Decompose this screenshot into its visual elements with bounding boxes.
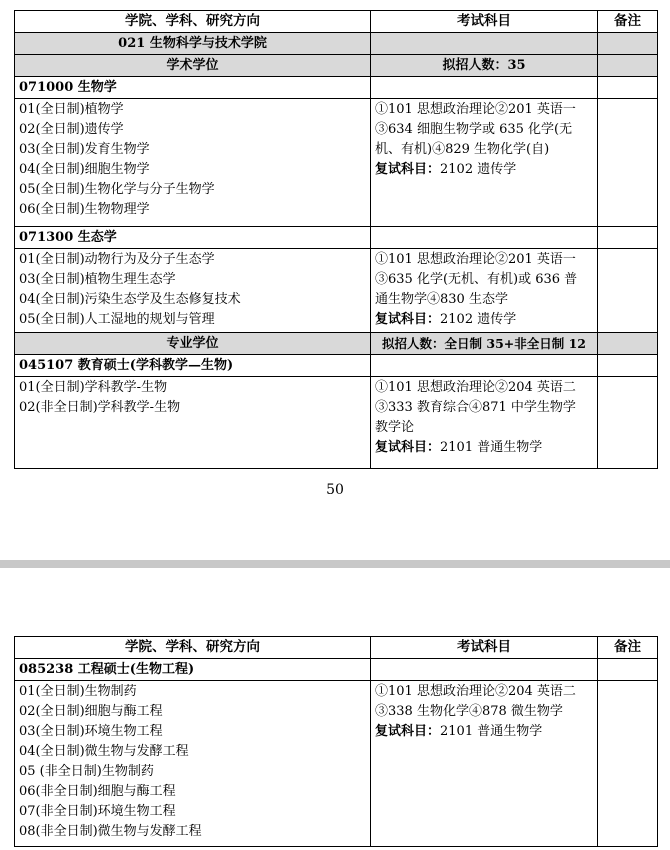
direction-list <box>15 681 371 847</box>
direction-item: 05(全日制)人工湿地的规划与管理 <box>19 312 215 327</box>
exam-line: ③338 生物化学④878 微生物学 <box>375 704 563 719</box>
exam-line: ①101 思想政治理论②204 英语二 <box>375 684 576 699</box>
retest-value: 2102 遗传学 <box>440 312 517 327</box>
table-header-row <box>15 637 658 659</box>
exam-line: ③634 细胞生物学或 635 化学(无 <box>375 122 573 137</box>
direction-item: 05 (非全日制)生物制药 <box>19 764 154 779</box>
major-detail-row <box>15 99 658 227</box>
direction-item: 05(全日制)生物化学与分子生物学 <box>19 182 215 197</box>
header-direction: 学院、学科、研究方向 <box>15 11 371 33</box>
major-title-row <box>15 77 658 99</box>
retest-value: 2101 普通生物学 <box>440 440 543 455</box>
major-title: 045107 教育硕士(学科教学—生物) <box>15 355 371 377</box>
exam-line: 机、有机)④829 生物化学(自) <box>375 142 550 157</box>
retest-value: 2102 遗传学 <box>440 162 517 177</box>
retest-line <box>375 438 593 458</box>
notes-cell <box>598 681 658 847</box>
retest-label: 复试科目： <box>375 440 441 455</box>
exam-line: ①101 思想政治理论②204 英语二 <box>375 380 576 395</box>
direction-item: 01(全日制)植物学 <box>19 102 124 117</box>
direction-item: 04(全日制)污染生态学及生态修复技术 <box>19 292 241 307</box>
professional-degree-row <box>15 333 658 355</box>
admissions-table-page-1 <box>14 10 658 469</box>
direction-item: 04(全日制)微生物与发酵工程 <box>19 744 189 759</box>
header-notes: 备注 <box>598 11 658 33</box>
direction-item: 01(全日制)学科教学-生物 <box>19 380 168 395</box>
direction-list <box>15 377 371 469</box>
academic-degree-label: 学术学位 <box>15 55 371 77</box>
direction-item: 02(全日制)细胞与酶工程 <box>19 704 163 719</box>
exam-subjects <box>371 99 598 227</box>
academic-quota: 拟招人数：35 <box>371 55 598 77</box>
direction-item: 06(全日制)生物物理学 <box>19 202 150 217</box>
retest-line <box>375 310 593 330</box>
exam-subjects <box>371 377 598 469</box>
exam-subjects <box>371 681 598 847</box>
major-title-row <box>15 227 658 249</box>
table-header-row <box>15 11 658 33</box>
exam-line: 教学论 <box>375 420 415 435</box>
header-exam: 考试科目 <box>371 11 598 33</box>
academic-degree-row <box>15 55 658 77</box>
notes-cell <box>598 377 658 469</box>
direction-item: 03(全日制)环境生物工程 <box>19 724 163 739</box>
retest-label: 复试科目： <box>375 162 441 177</box>
direction-item: 02(非全日制)学科教学-生物 <box>19 400 181 415</box>
major-title-row <box>15 355 658 377</box>
exam-line: ①101 思想政治理论②201 英语一 <box>375 252 576 267</box>
major-detail-row <box>15 681 658 847</box>
retest-label: 复试科目： <box>375 724 441 739</box>
professional-quota: 拟招人数：全日制 35+非全日制 12 <box>371 333 598 355</box>
major-title: 071000 生物学 <box>15 77 371 99</box>
notes-cell <box>598 99 658 227</box>
direction-item: 07(非全日制)环境生物工程 <box>19 804 176 819</box>
header-notes: 备注 <box>598 637 658 659</box>
exam-subjects <box>371 249 598 333</box>
major-detail-row <box>15 249 658 333</box>
major-title-row <box>15 659 658 681</box>
direction-item: 01(全日制)生物制药 <box>19 684 137 699</box>
college-row <box>15 33 658 55</box>
major-title: 085238 工程硕士(生物工程) <box>15 659 371 681</box>
direction-item: 01(全日制)动物行为及分子生态学 <box>19 252 215 267</box>
direction-item: 08(非全日制)微生物与发酵工程 <box>19 824 202 839</box>
direction-list <box>15 249 371 333</box>
college-name: 021 生物科学与技术学院 <box>15 33 371 55</box>
exam-line: 通生物学④830 生态学 <box>375 292 508 307</box>
header-direction: 学院、学科、研究方向 <box>15 637 371 659</box>
exam-line: ③333 教育综合④871 中学生物学 <box>375 400 576 415</box>
direction-item: 03(全日制)发育生物学 <box>19 142 150 157</box>
direction-item: 02(全日制)遗传学 <box>19 122 124 137</box>
page-divider <box>0 560 670 568</box>
retest-label: 复试科目： <box>375 312 441 327</box>
header-exam: 考试科目 <box>371 637 598 659</box>
admissions-table-page-2 <box>14 636 658 847</box>
direction-item: 04(全日制)细胞生物学 <box>19 162 150 177</box>
retest-value: 2101 普通生物学 <box>440 724 543 739</box>
retest-line <box>375 722 593 742</box>
direction-item: 03(全日制)植物生理生态学 <box>19 272 176 287</box>
exam-line: ①101 思想政治理论②201 英语一 <box>375 102 576 117</box>
major-detail-row <box>15 377 658 469</box>
exam-line: ③635 化学(无机、有机)或 636 普 <box>375 272 578 287</box>
major-title: 071300 生态学 <box>15 227 371 249</box>
direction-item: 06(非全日制)细胞与酶工程 <box>19 784 176 799</box>
professional-degree-label: 专业学位 <box>15 333 371 355</box>
page-number: 50 <box>326 482 344 498</box>
notes-cell <box>598 249 658 333</box>
direction-list <box>15 99 371 227</box>
retest-line <box>375 160 593 180</box>
